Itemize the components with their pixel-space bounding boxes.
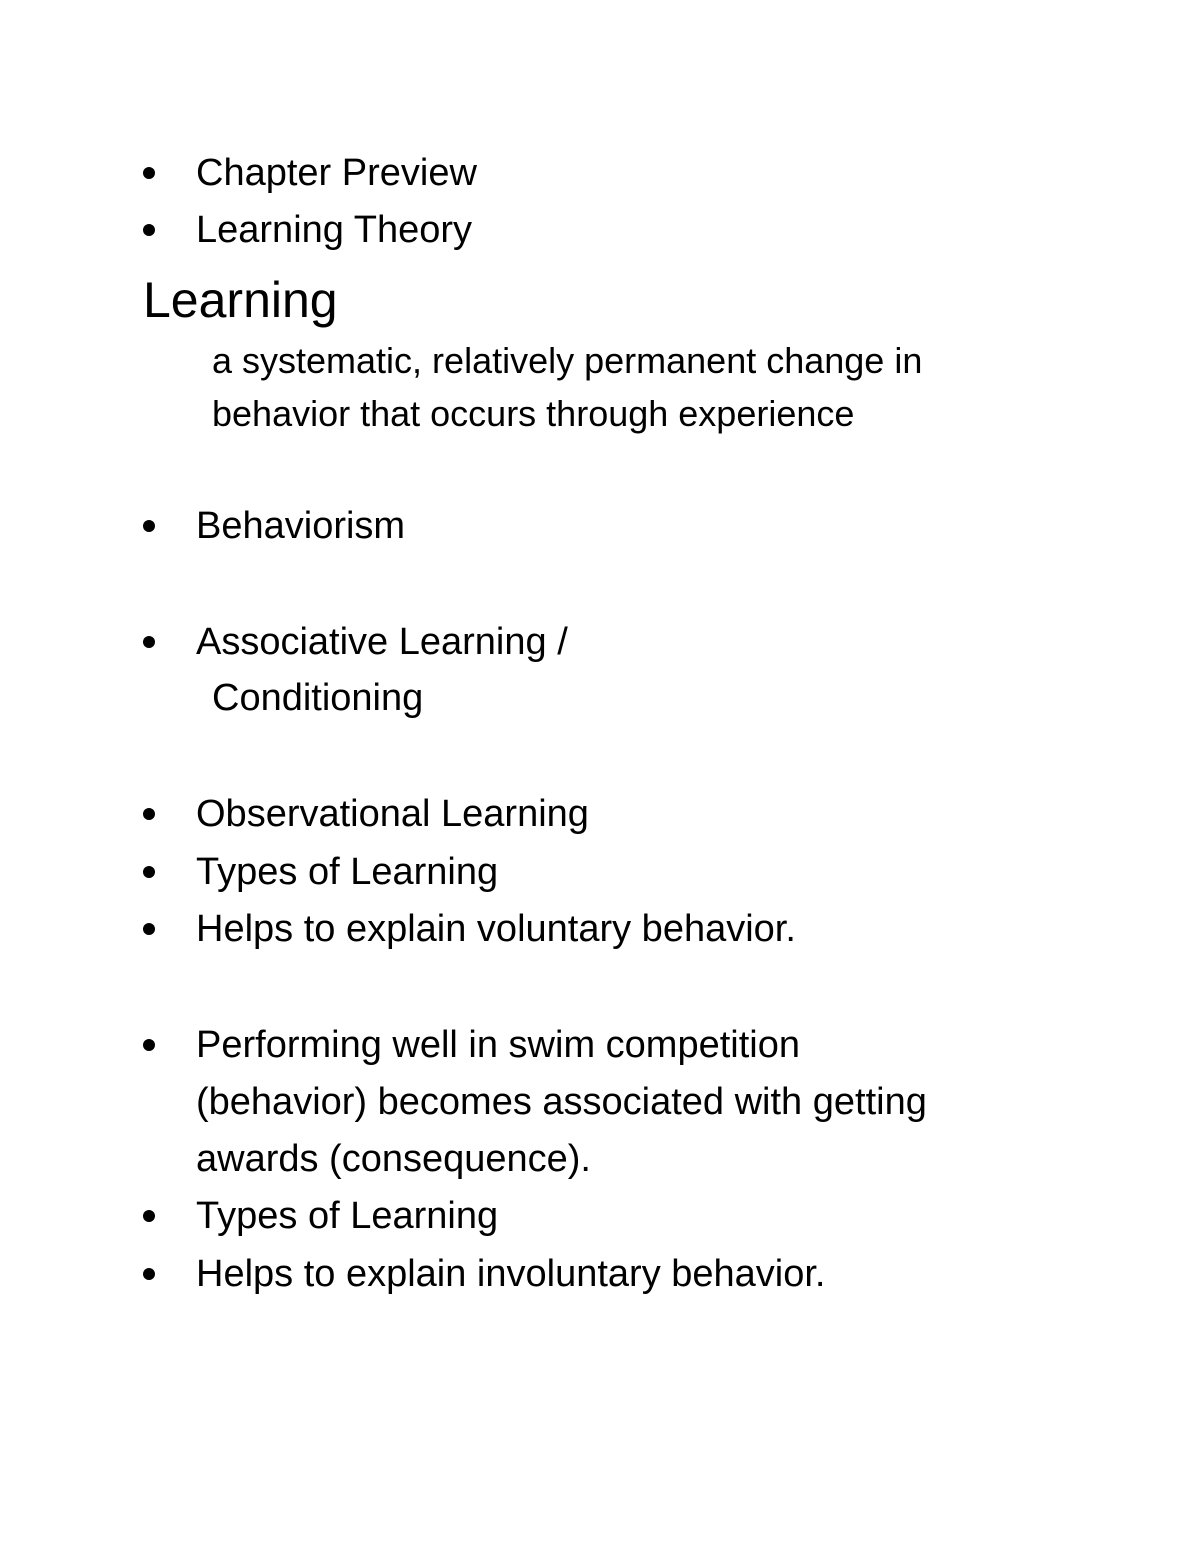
bullet-dot-icon	[143, 1039, 155, 1051]
bullet-text: Types of Learning	[196, 1195, 499, 1237]
bullet-text: Helps to explain involuntary behavior.	[196, 1253, 826, 1295]
bullet-dot-icon	[143, 1268, 155, 1280]
section-heading: Learning	[143, 272, 338, 328]
bullet-dot-icon	[143, 224, 155, 236]
bullet-dot-icon	[143, 167, 155, 179]
bullet-text: Learning Theory	[196, 209, 473, 251]
performing-line-3: awards (consequence).	[196, 1138, 591, 1180]
bullet-dot-icon	[143, 808, 155, 820]
definition-line-1: a systematic, relatively permanent change in	[212, 340, 923, 381]
bullet-text: Helps to explain voluntary behavior.	[196, 908, 796, 950]
bullet-text: Observational Learning	[196, 793, 589, 835]
associative-continuation: Conditioning	[212, 677, 424, 719]
bullet-dot-icon	[143, 1210, 155, 1222]
bullet-text: Types of Learning	[196, 851, 499, 893]
definition-line-2: behavior that occurs through experience	[212, 393, 855, 434]
bullet-text: Performing well in swim competition	[196, 1024, 800, 1066]
bullet-dot-icon	[143, 866, 155, 878]
bullet-dot-icon	[143, 923, 155, 935]
bullet-dot-icon	[143, 520, 155, 532]
performing-line-2: (behavior) becomes associated with getting	[196, 1081, 927, 1123]
bullet-text: Associative Learning /	[196, 621, 568, 663]
bullet-text: Chapter Preview	[196, 152, 477, 194]
bullet-text: Behaviorism	[196, 505, 406, 547]
bullet-dot-icon	[143, 636, 155, 648]
